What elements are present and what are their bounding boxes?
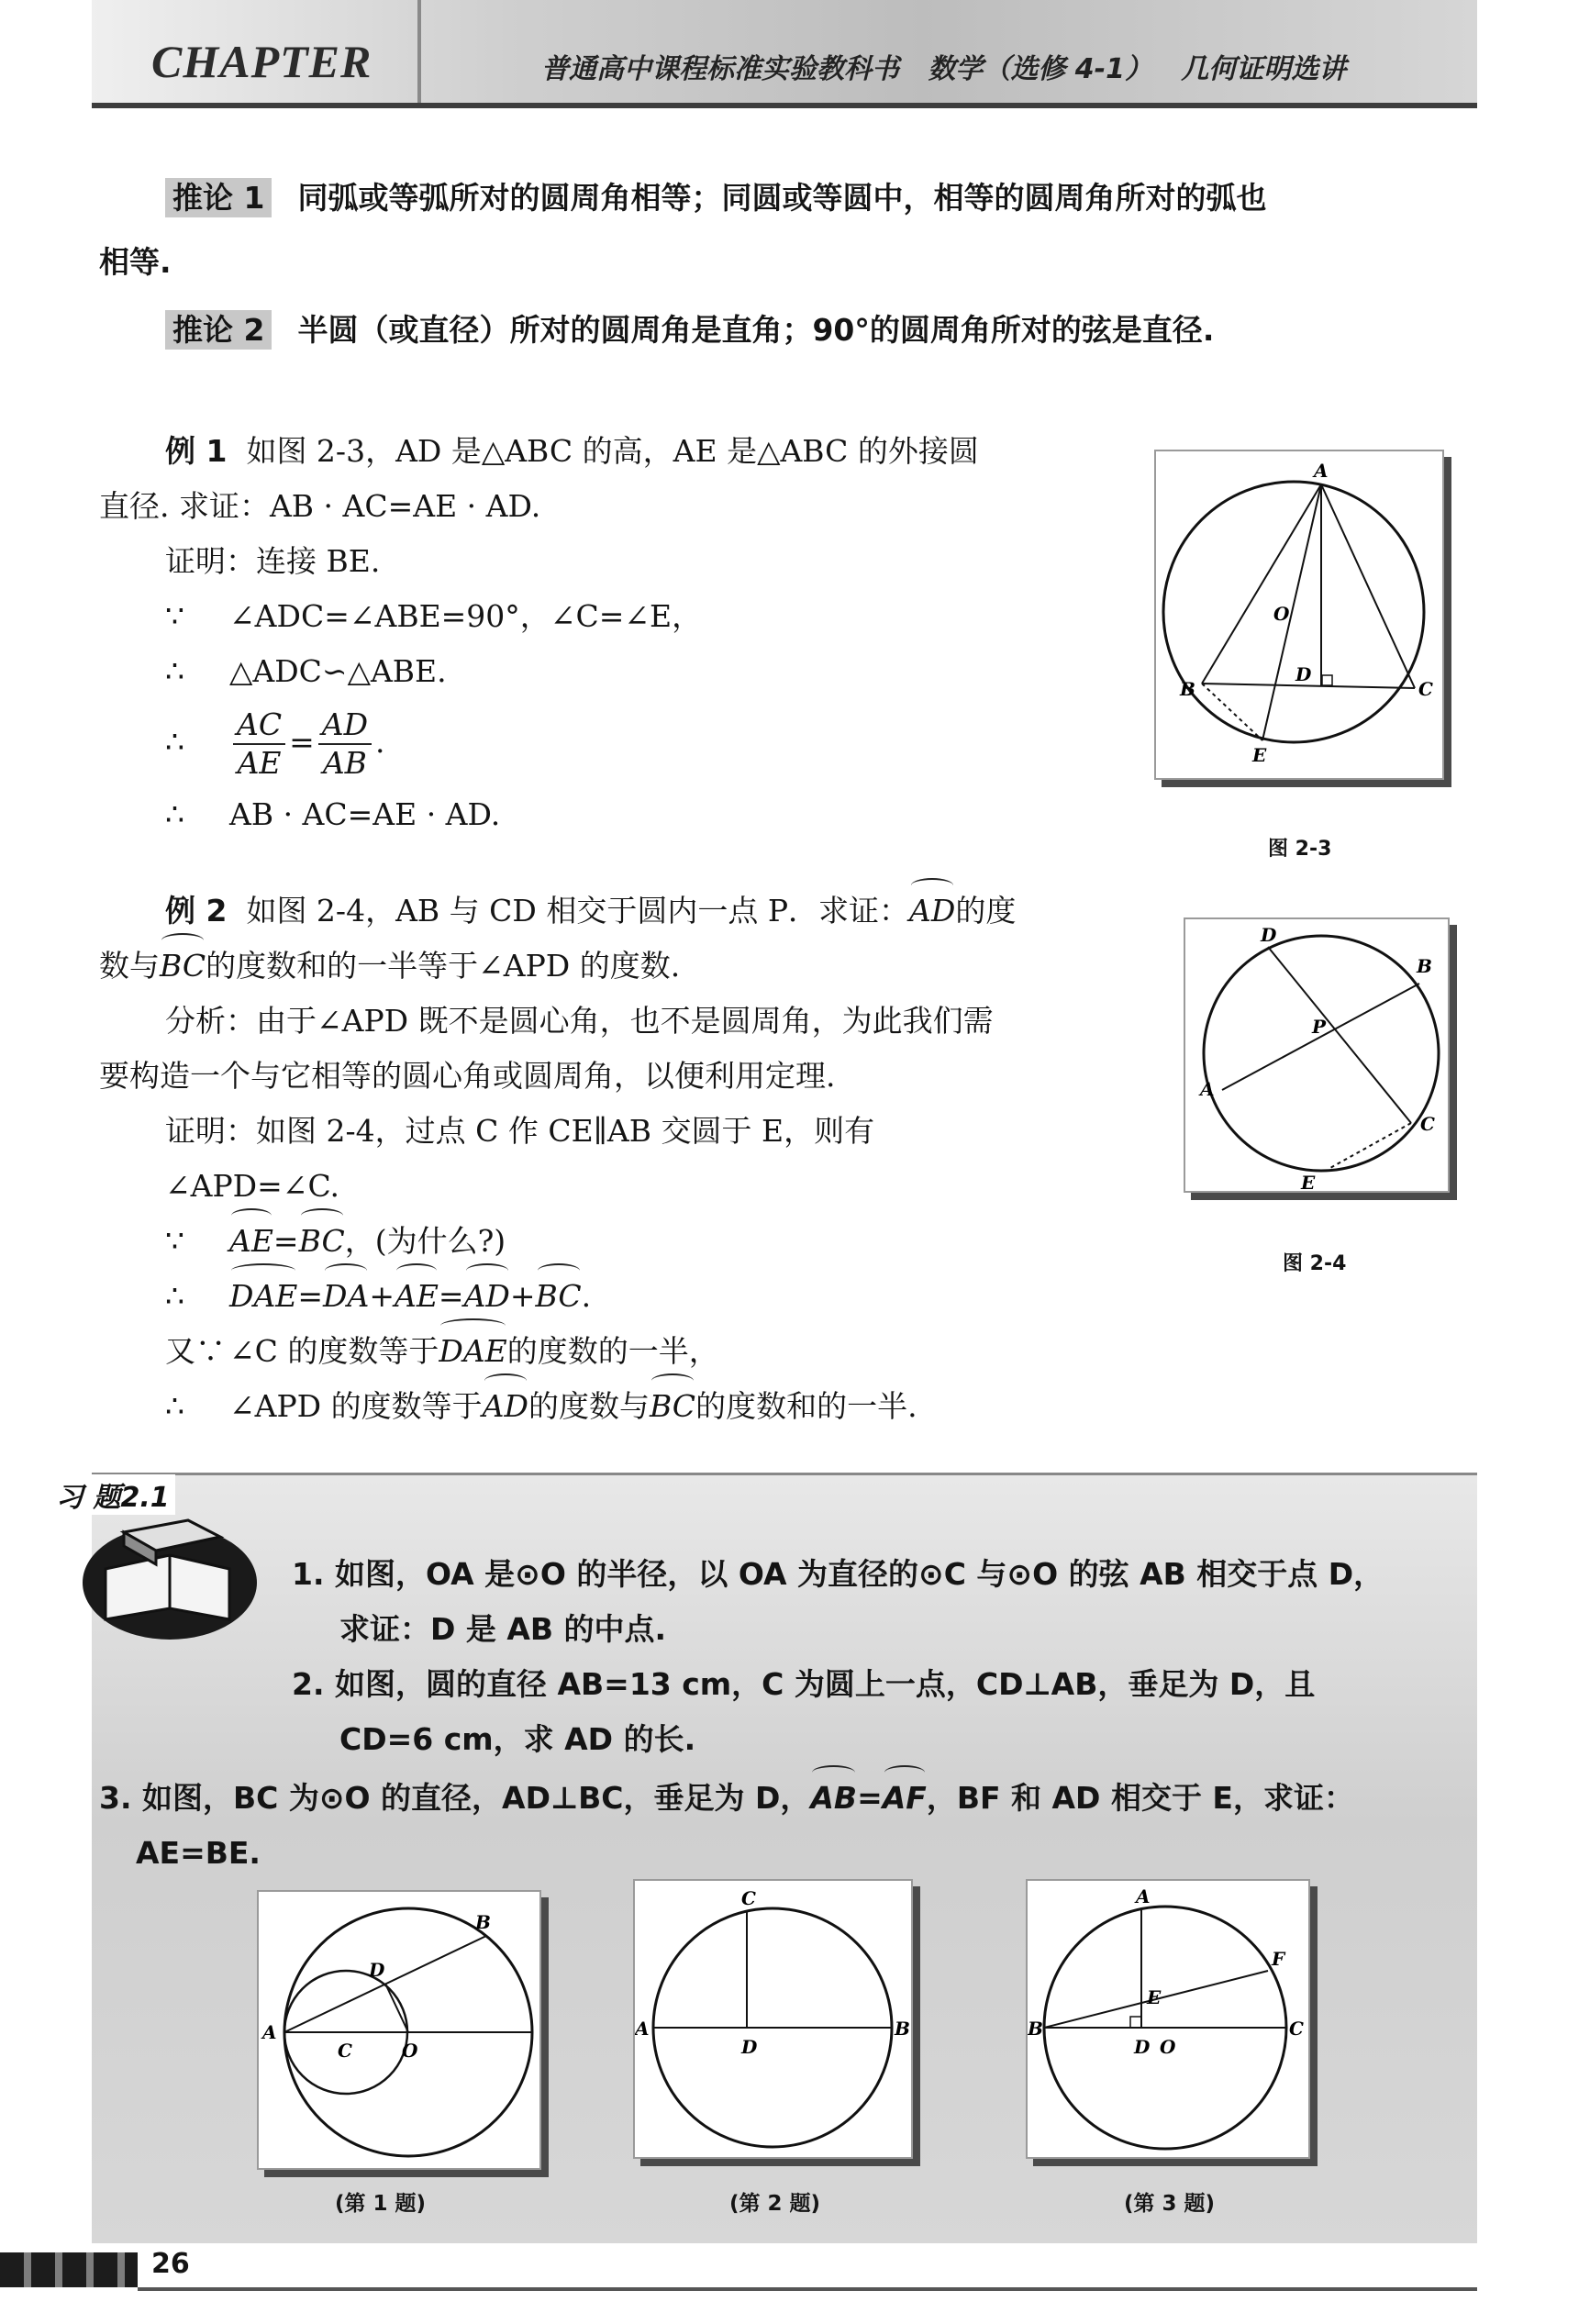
eq: = [857,1780,883,1816]
label-p: P [1312,1016,1327,1038]
chord-cd [1268,947,1411,1123]
exercises-title: 习 题2.1 [50,1474,175,1515]
example-1-line2: 直径. 求证：AB · AC=AE · AD. [99,488,541,524]
circle [1204,936,1439,1171]
fraction-ad-ab [318,706,372,782]
exercise-1-line1: 1. 如图，OA 是⊙O 的半径，以 OA 为直径的⊙C 与⊙O 的弦 AB 相交于点 D， [292,1556,1384,1592]
label-f: F [1272,1948,1285,1970]
label-a: A [262,2021,277,2043]
frac-num: AD [318,706,372,745]
exercise-2-line2: CD=6 cm，求 AD 的长. [339,1721,696,1757]
segment-ac [1321,484,1415,688]
exercise-figure-3-diagram [1028,1881,1308,2157]
therefore-symbol: ∴ [165,1388,184,1424]
exercise-figure-1 [257,1890,541,2170]
also-because-symbol: 又∵ [165,1333,226,1369]
example-2-line1 [165,884,1016,939]
exercise-figure-2 [633,1879,913,2159]
text: ∠C 的度数等于 [229,1333,439,1369]
arc-ad: AD [464,1269,510,1324]
circumcircle [1163,482,1424,742]
segment-do [385,1984,408,2032]
example-2-analysis-1: 分析：由于∠APD 既不是圆心角，也不是圆周角，为此我们需 [165,1003,994,1039]
label-o: O [1273,603,1290,625]
label-c: C [1418,678,1433,700]
example-1-line1 [165,424,979,479]
label-d: D [1261,924,1277,946]
arc-ae: AE [229,1214,273,1269]
therefore-symbol: ∴ [165,1278,184,1314]
segment-ab [1202,484,1321,684]
figure-2-4-caption: 图 2-4 [1283,1252,1347,1275]
example-1-step4 [165,787,500,842]
label-c: C [338,2040,352,2062]
diameter-ae [1262,484,1321,740]
example-1-step1 [165,589,702,644]
frac-den: AE [237,745,282,781]
example-1-step4-text: AB · AC=AE · AD. [229,796,501,832]
figure-2-3 [1154,450,1444,780]
label-e: E [1301,1172,1316,1191]
example-2-line1-end: 的度 [955,893,1017,928]
arc-bc: BC [650,1379,695,1434]
example-2-analysis-2: 要构造一个与它相等的圆心角或圆周角，以便利用定理. [99,1058,836,1094]
example-2-step4 [165,1379,917,1434]
corollary-2-label: 推论 2 [165,310,272,350]
text: ，BF 和 AD 相交于 E，求证： [926,1780,1354,1816]
example-2-line2 [99,939,680,994]
frac-end: . [375,724,385,760]
fraction-ac-ae [233,706,285,782]
label-b: B [1028,2018,1043,2040]
arc-bc: BC [299,1214,345,1269]
label-c: C [1289,2018,1304,2040]
label-c: C [741,1887,756,1909]
exercise-1-line2: 求证：D 是 AB 的中点. [339,1611,667,1647]
frac-eq: = [289,724,315,760]
arc-bc: BC [160,939,206,994]
text: 3. 如图，BC 为⊙O 的直径，AD⊥BC，垂足为 D， [99,1780,811,1816]
corollary-1-line1 [165,171,1266,226]
arc-ad: AD [909,884,955,939]
label-e: E [1147,1986,1162,2008]
figure-2-3-caption: 图 2-3 [1268,838,1332,861]
exercise-figure-1-diagram [259,1892,539,2168]
arc-bc: BC [536,1269,582,1324]
example-2-proof-1: 证明：如图 2-4，过点 C 作 CE∥AB 交圆于 E，则有 [165,1113,875,1149]
example-2-step1 [165,1214,506,1269]
label-d: D [369,1959,385,1981]
exercise-figure-3-caption: (第 3 题) [1124,2192,1216,2216]
exercise-figure-1-caption: (第 1 题) [335,2192,427,2216]
corollary-2-text: 半圆（或直径）所对的圆周角是直角；90°的圆周角所对的弦是直径. [297,312,1215,348]
example-2-step3 [165,1324,719,1379]
therefore-symbol: ∴ [165,724,184,760]
example-1-step2 [165,644,447,699]
example-2-label: 例 2 [165,893,228,928]
label-a: A [635,2018,650,2040]
label-o: O [1160,2036,1176,2058]
frac-den: AB [322,745,367,781]
label-e: E [1252,744,1267,766]
arc-ab: AB [810,1771,857,1826]
figure-2-4-diagram [1185,919,1448,1191]
note: ，(为什么?) [344,1223,506,1259]
frac-num: AC [233,706,285,745]
figure-2-3-diagram [1156,451,1442,778]
eq: = [438,1278,464,1314]
label-d: D [741,2036,758,2058]
example-1-proof-intro: 证明：连接 BE. [165,543,381,579]
plus: + [369,1278,395,1314]
text: 的度数与 [528,1388,650,1424]
right-angle-mark [1322,675,1332,685]
label-d: D [1134,2036,1151,2058]
exercise-figure-2-caption: (第 2 题) [729,2192,821,2216]
arc-af: AF [883,1771,927,1826]
corollary-1-label: 推论 1 [165,178,272,217]
label-d: D [1295,663,1312,685]
text: 的度数和的一半. [695,1388,917,1424]
eq: = [272,1223,299,1259]
example-2-proof-2: ∠APD=∠C. [165,1168,340,1204]
chapter-label: CHAPTER [151,36,372,87]
because-symbol: ∵ [165,598,184,634]
chord-ce [1329,1123,1411,1169]
example-2-line2-start: 数与 [99,948,160,984]
text: ∠APD 的度数等于 [229,1388,483,1424]
label-b: B [895,2018,910,2040]
example-2-line2-end: 的度数和的一半等于∠APD 的度数. [206,948,681,984]
label-a: A [1314,460,1329,482]
example-1-step2-text: △ADC∽△ABE. [229,653,447,689]
exercise-3-line1 [99,1771,1354,1826]
arc-da: DA [323,1269,369,1324]
label-b: B [1417,955,1432,977]
therefore-symbol: ∴ [165,653,184,689]
label-a: A [1200,1078,1215,1100]
corollary-1-text: 同弧或等弧所对的圆周角相等；同圆或等圆中，相等的圆周角所对的弧也 [297,180,1267,216]
label-o: O [402,2040,418,2062]
header-divider [417,0,421,103]
right-angle-mark [1130,2017,1141,2028]
footer-line [138,2287,1477,2291]
example-1-step3 [165,706,385,782]
label-c: C [1420,1113,1435,1135]
arc-ad: AD [483,1379,528,1434]
text: 的度数的一半， [506,1333,719,1369]
arc-ae: AE [395,1269,439,1324]
arc-dae: DAE [229,1269,297,1324]
eq: = [297,1278,324,1314]
footer-bar [0,2252,138,2287]
exercise-3-line2: AE=BE. [136,1835,261,1871]
corollary-2 [165,303,1214,358]
exercises-badge [56,1482,261,1642]
corollary-1-line2: 相等. [99,244,172,280]
example-2-line1-text: 如图 2-4，AB 与 CD 相交于圆内一点 P．求证： [246,893,910,928]
period: . [581,1278,592,1314]
example-1-text: 如图 2-3，AD 是△ABC 的高，AE 是△ABC 的外接圆 [246,433,979,469]
label-b: B [475,1911,491,1933]
example-2-step2 [165,1269,591,1324]
label-b: B [1180,678,1195,700]
example-1-step1-text: ∠ADC=∠ABE=90°，∠C=∠E， [229,598,703,634]
label-a: A [1136,1885,1151,1907]
exercise-2-line1: 2. 如图，圆的直径 AB=13 cm，C 为圆上一点，CD⊥AB，垂足为 D，且 [292,1666,1316,1702]
figure-2-4 [1184,917,1450,1193]
therefore-symbol: ∴ [165,796,184,832]
plus: + [509,1278,536,1314]
exercise-figure-2-diagram [635,1881,911,2157]
running-head: 普通高中课程标准实验教科书 数学（选修 4-1） 几何证明选讲 [541,53,1347,85]
exercise-figure-3 [1026,1879,1310,2159]
arc-dae: DAE [439,1324,506,1379]
example-1-label: 例 1 [165,433,228,469]
because-symbol: ∵ [165,1223,184,1259]
page-number: 26 [151,2248,190,2280]
